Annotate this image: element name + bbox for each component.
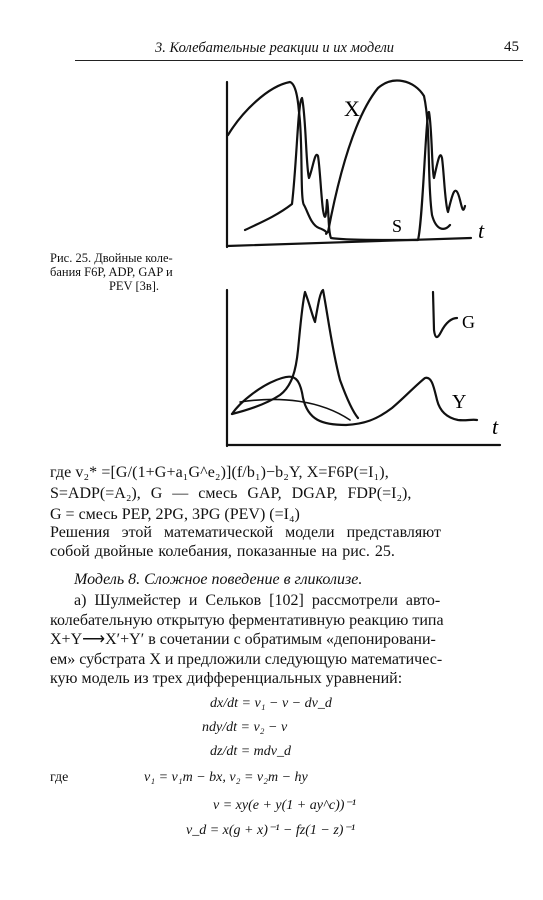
- equation-4: v₁ = v₁m − bx, v₂ = v₂m − hy: [144, 770, 308, 785]
- para-line-5: кую модель из трех дифференциальных уравнений:: [50, 670, 403, 687]
- page-number: 45: [504, 39, 519, 55]
- text-line-1: где v₂* =[G/(1+G+a₁G^e₂)](f/b₁)−b₂Y, X=F6P(=I₁),: [50, 464, 389, 481]
- label-x: X: [344, 96, 360, 121]
- para-line-3: X+Y⟶X′+Y′ в сочетании с обратимым «депонировани-: [50, 631, 436, 648]
- caption-line-1: Рис. 25. Двойные коле-: [50, 251, 173, 265]
- caption-line-3: PEV [3в].: [108, 279, 160, 293]
- text-line-5: собой двойные колебания, показанные на рис. 25.: [50, 543, 395, 560]
- para-line-2: колебательную открытую ферментативную реакцию типа: [50, 612, 444, 629]
- model-8-heading: Модель 8. Сложное поведение в гликолизе.: [74, 571, 363, 588]
- where-word: где: [50, 770, 69, 785]
- label-s: S: [392, 216, 403, 236]
- equation-5: v = xy(e + y(1 + ay^c))⁻¹: [213, 798, 356, 813]
- top-plot-curve-x: [228, 81, 450, 234]
- equation-1: dx/dt = v₁ − v − dv_d: [210, 696, 332, 711]
- top-axis-t: t: [478, 218, 485, 243]
- text-line-4: Решения этой математической модели представляют: [50, 524, 441, 541]
- label-g: G: [462, 312, 475, 332]
- equation-3: dz/dt = mdv_d: [210, 744, 291, 759]
- bottom-plot-curve-g-right: [433, 292, 457, 337]
- label-y: Y: [452, 391, 467, 413]
- bottom-axis-t: t: [492, 414, 499, 439]
- text-line-2: S=ADP(=A₂), G — смесь GAP, DGAP, FDP(=I₂),: [50, 485, 412, 502]
- caption-line-2: бания F6P, ADP, GAP и: [50, 265, 173, 279]
- para-line-4: ем» субстрата X и предложили следующую математичес-: [50, 651, 443, 668]
- bottom-plot-diagonal: [240, 399, 350, 420]
- text-line-3: G = смесь PEP, 2PG, 3PG (PEV) (=I₄): [50, 506, 300, 523]
- equation-2: ndy/dt = v₂ − v: [202, 720, 288, 735]
- equation-6: v_d = x(g + x)⁻¹ − fz(1 − z)⁻¹: [186, 823, 356, 838]
- running-title: 3. Колебательные реакции и их модели: [155, 40, 395, 56]
- para-line-1: а) Шулмейстер и Сельков [102] рассмотрели авто-: [74, 592, 441, 609]
- bottom-plot-curve-g: [232, 290, 358, 418]
